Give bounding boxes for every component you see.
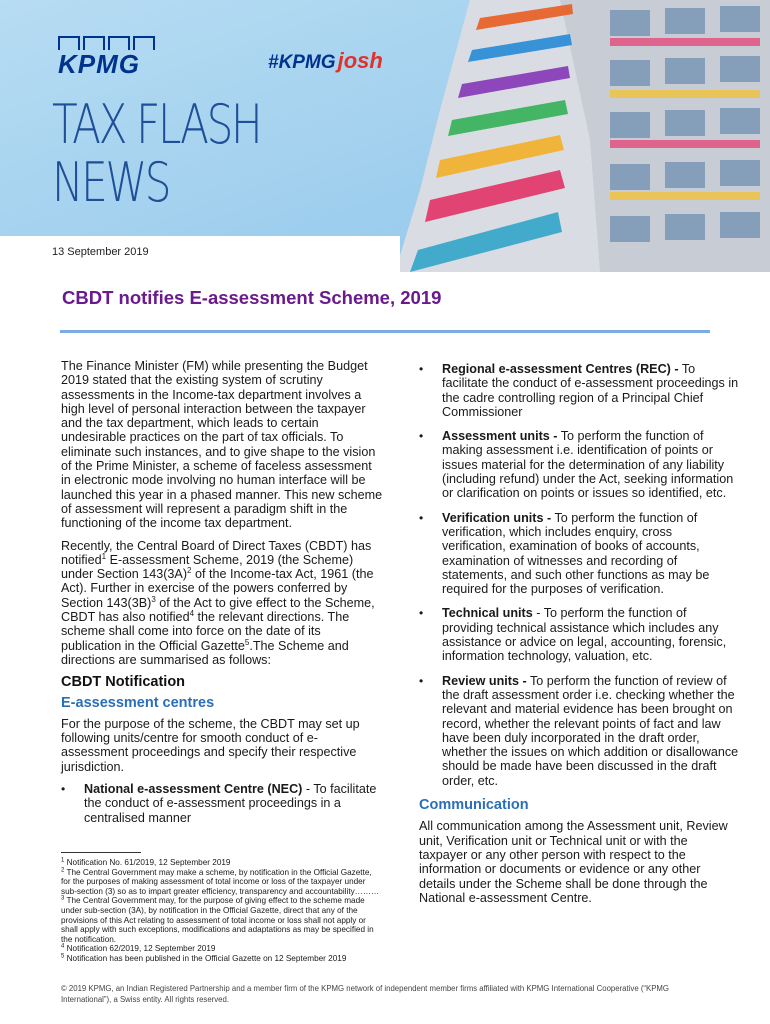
footnote-ref-5[interactable]: 5 xyxy=(244,637,250,647)
intro-paragraph: The Finance Minister (FM) while presenting the Budget 2019 stated that the existing system of scrutiny assessments in the Income-tax department involves a high level of personal interaction between the taxpayer and the tax department, which leads to certain undesirable practices on the part of tax officials. To eliminate such instances, and to give shape to the vision of the Prime Minister, a scheme of faceless assessment in electronic mode involving no human interface will be launched this year in a phased manner. This new scheme of assessment will represent a paradigm shift in the functioning of the income tax department. xyxy=(61,359,383,531)
footnote-ref-2[interactable]: 2 xyxy=(187,565,192,575)
bullet-icon: • xyxy=(419,673,424,688)
bullet-icon: • xyxy=(419,510,424,525)
hashtag-prefix: #KPMG xyxy=(268,52,336,73)
header-banner xyxy=(0,0,770,272)
heading-e-assessment-centres: E-assessment centres xyxy=(61,694,215,711)
copyright-notice: © 2019 KPMG, an Indian Registered Partnership and a member firm of the KPMG network of independent member firms affiliated with KPMG International Cooperative (“KPMG International”), a Swiss entity. All rights reserved. xyxy=(61,984,669,1004)
footnote-ref-3[interactable]: 3 xyxy=(151,594,156,604)
issue-date: 13 September 2019 xyxy=(52,246,149,258)
masthead-line-1: TAX FLASH xyxy=(52,93,261,156)
footnote-5: $^5$ Notification has been published in the Official Gazette on 12 September 2019 xyxy=(61,953,347,963)
bullet-icon: • xyxy=(419,362,424,376)
bullet-icon: • xyxy=(419,606,424,621)
list-item-rec: • Regional e-assessment Centres (REC) - To facilitate the conduct of e-assessment proceedings in the cadre controlling region of a Principal Chief Commissioner xyxy=(419,362,739,419)
bullet-icon: • xyxy=(61,782,66,797)
footnote-2: $^2$ The Central Government may make a scheme, by notification in the Official Gazette, for the purposes of making assessment of total income or loss of the taxpayer under sub-section (3) so as to impart greater efficiency, transparency and accountability……… xyxy=(61,866,380,896)
right-column xyxy=(419,362,739,913)
kpmg-logo-text: KPMG xyxy=(58,49,140,79)
bullet-icon: • xyxy=(419,429,424,444)
masthead xyxy=(52,93,261,214)
heading-cbdt-notification: CBDT Notification xyxy=(61,674,186,691)
list-item-review-units: • Review units - To perform the function of review of the draft assessment order i.e. checking whether the relevant and material evidence has been brought on record, whether the relevant points of fact and law have been duly incorporated in the draft order, whether the issues on which addition or disallowance should be made have been discussed in the draft order, etc. xyxy=(419,673,739,788)
footnotes xyxy=(61,858,383,964)
kpmg-logo xyxy=(58,36,158,80)
list-item-assessment-units: • Assessment units - To perform the function of making assessment i.e. identification of points or issues material for the determination of any liability (including refund) under the Act, seeking information or clarification on points or issues so identified, etc. xyxy=(419,429,734,501)
article-title: CBDT notifies E-assessment Scheme, 2019 xyxy=(62,287,442,308)
centres-list-left xyxy=(61,782,383,825)
heading-communication: Communication xyxy=(419,797,529,814)
title-divider xyxy=(60,330,710,333)
left-column xyxy=(61,359,383,835)
footnote-4: $^4$ Notification 62/2019, 12 September 2019 xyxy=(61,943,216,954)
list-item-nec: • National e-assessment Centre (NEC) - To facilitate the conduct of e-assessment proceedings in a centralised manner xyxy=(61,782,377,825)
footnote-ref-1[interactable]: 1 xyxy=(101,551,107,561)
footnote-1: $^1$ Notification No. 61/2019, 12 September 2019 xyxy=(61,857,231,867)
footnote-divider xyxy=(61,852,141,853)
list-item-verification-units: • Verification units - To perform the function of verification, which includes enquiry, cross verification, examination of books of accounts, examination of witnesses and recording of statements, and such other functions as may be required for the purposes of verification. xyxy=(419,510,710,597)
hashtag-josh: josh xyxy=(337,48,383,73)
centres-paragraph: For the purpose of the scheme, the CBDT may set up following units/centre for smooth conduct of e-assessment proceedings and specify their respective jurisdiction. xyxy=(61,716,360,774)
communication-paragraph: All communication among the Assessment unit, Review unit, Verification unit or Technical unit or with the taxpayer or any other person with respect to the information or documents or evidence or any other details under the Scheme shall be done through the National e-assessment Centre. xyxy=(419,819,728,905)
centres-list-right xyxy=(419,362,739,788)
masthead-line-2: NEWS xyxy=(52,151,170,214)
kpmg-logo-boxes xyxy=(58,36,158,50)
kpmg-josh-hashtag xyxy=(268,48,383,74)
notified-paragraph: Recently, the Central Board of Direct Taxes (CBDT) has notified$^1$ E-assessment Scheme, 2019 (the Scheme) under Section $143(3A)^2$ of the Income-tax Act, 1961 (the Act). Further in exercise of the powers conferred by Section $143(3B)^3$ of the Act to give effect to the Scheme, CBDT has also notified$^4$ the relevant directions. The scheme shall come into force on the date of its publication in the Official Gazette$^5$.The Scheme and directions are summarised as follows: xyxy=(61,538,375,667)
footnote-ref-4[interactable]: 4 xyxy=(189,608,195,618)
list-item-technical-units: • Technical units - To perform the function of providing technical assistance which includes any assistance or advice on legal, accounting, forensic, information technology, valuation, etc. xyxy=(419,606,727,664)
footnote-3: $^3$ The Central Government may, for the purpose of giving effect to the scheme made under sub-section (3A), by notification in the Official Gazette, direct that any of the provisions of this Act relating to assessment of total income or loss shall not apply or shall apply with such exceptions, modifications and adaptations as may be specified in the notification. xyxy=(61,895,374,944)
